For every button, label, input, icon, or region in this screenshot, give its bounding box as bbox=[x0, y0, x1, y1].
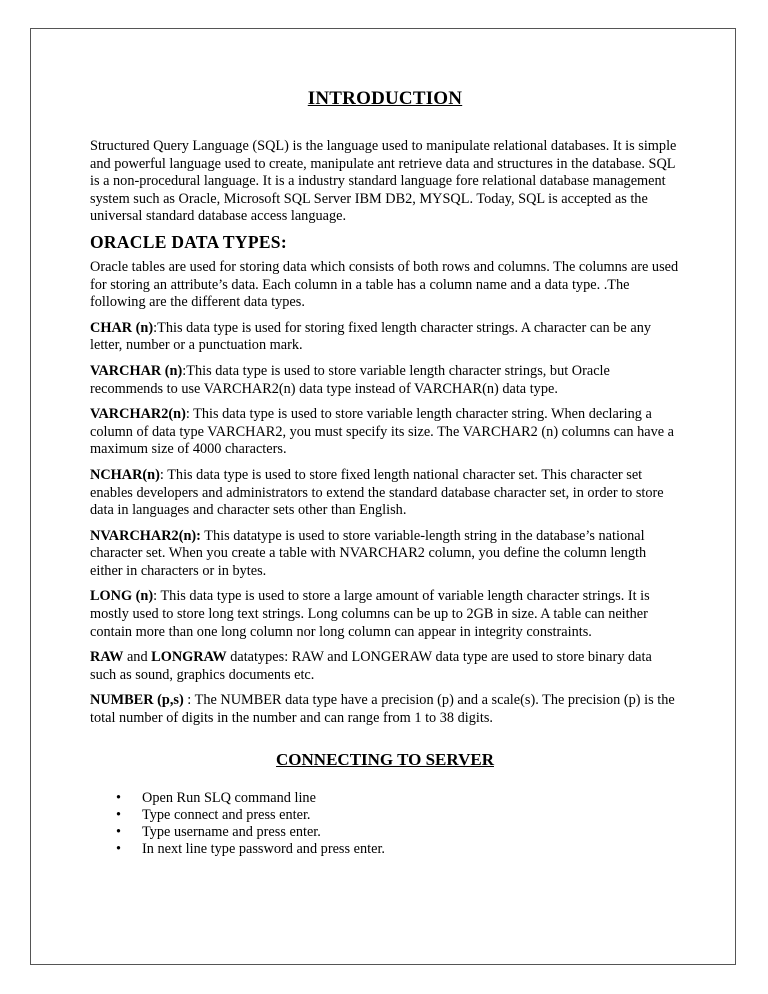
bullet-icon: • bbox=[116, 824, 122, 841]
nvarchar2-term: NVARCHAR2(n): bbox=[90, 527, 201, 544]
longraw-term: LONGRAW bbox=[151, 649, 227, 666]
step-text: Open Run SLQ command line bbox=[142, 789, 316, 806]
long-text: : This data type is used to store a large amount of variable length character strings. It is mostly used to store long text strings. Long columns can be up to 2GB in size. A table can neither contain more than one long column nor long column can appear in integrity constraints. bbox=[90, 588, 650, 640]
long-definition bbox=[90, 588, 680, 641]
varchar-term: VARCHAR (n) bbox=[90, 362, 183, 379]
char-text: :This data type is used for storing fixed length character strings. A character can be any letter, number or a punctuation mark. bbox=[90, 319, 651, 354]
data-types-heading: ORACLE DATA TYPES: bbox=[90, 231, 287, 252]
raw-text: datatypes: RAW and LONGERAW data type are used to store binary data such as sound, graphics documents etc. bbox=[90, 649, 652, 683]
step-text: Type username and press enter. bbox=[142, 824, 321, 841]
raw-term: RAW bbox=[90, 649, 124, 666]
introduction-heading: INTRODUCTION bbox=[307, 88, 463, 109]
varchar-text: :This data type is used to store variable length character strings, but Oracle recommends to use VARCHAR2(n) data type instead of VARCHAR(n) data type. bbox=[90, 362, 610, 397]
bullet-icon: • bbox=[116, 841, 122, 858]
bullet-icon: • bbox=[116, 789, 122, 806]
list-item bbox=[116, 841, 680, 858]
number-definition bbox=[90, 692, 680, 727]
nchar-term: NCHAR(n) bbox=[90, 466, 160, 483]
document-body bbox=[90, 88, 680, 858]
introduction-paragraph: Structured Query Language (SQL) is the language used to manipulate relational databases. It is simple and powerful language used to create, manipulate ant retrieve data and structures in the database. SQL is a non-procedural language. It is a industry standard language fore relational database management system such as Oracle, Microsoft SQL Server IBM DB2, MYSQL. Today, SQL is accepted as the universal standard database access language. bbox=[90, 138, 677, 225]
varchar2-definition bbox=[90, 406, 680, 459]
number-text: : The NUMBER data type have a precision (p) and a scale(s). The precision (p) is the total number of digits in the number and can range from 1 to 38 digits. bbox=[90, 692, 675, 727]
nvarchar2-definition bbox=[90, 528, 680, 581]
data-types-paragraph: Oracle tables are used for storing data which consists of both rows and columns. The columns are used for storing an attribute’s data. Each column in a table has a column name and a data type. .The following are the different data types. bbox=[90, 258, 679, 311]
raw-definition bbox=[90, 649, 680, 684]
nvarchar2-text: This datatype is used to store variable-length string in the database’s national character set. When you create a table with NVARCHAR2 column, you define the column length either in characters or in bytes. bbox=[90, 527, 647, 579]
list-item bbox=[116, 790, 680, 807]
char-definition bbox=[90, 320, 680, 355]
varchar2-term: VARCHAR2(n) bbox=[90, 406, 186, 423]
nchar-text: : This data type is used to store fixed length national character set. This character set enables developers and administrators to extend the standard database character set, in order to store data in languages and character sets other than English. bbox=[90, 466, 664, 519]
long-term: LONG (n) bbox=[90, 588, 154, 605]
varchar-definition bbox=[90, 363, 680, 398]
raw-and: and bbox=[123, 649, 152, 666]
list-item bbox=[116, 824, 680, 841]
step-text: Type connect and press enter. bbox=[142, 806, 311, 823]
nchar-definition bbox=[90, 467, 680, 520]
char-term: CHAR (n) bbox=[90, 319, 154, 336]
list-item bbox=[116, 807, 680, 824]
bullet-icon: • bbox=[116, 806, 122, 823]
varchar2-text: : This data type is used to store variable length character string. When declaring a column of data type VARCHAR2, you must specify its size. The VARCHAR2 (n) columns can have a maximum size of 4000 characters. bbox=[90, 406, 674, 458]
number-term: NUMBER (p,s) bbox=[90, 692, 184, 709]
connect-steps-list bbox=[90, 790, 680, 859]
connecting-heading: CONNECTING TO SERVER bbox=[276, 749, 494, 769]
step-text: In next line type password and press enter. bbox=[142, 841, 385, 858]
